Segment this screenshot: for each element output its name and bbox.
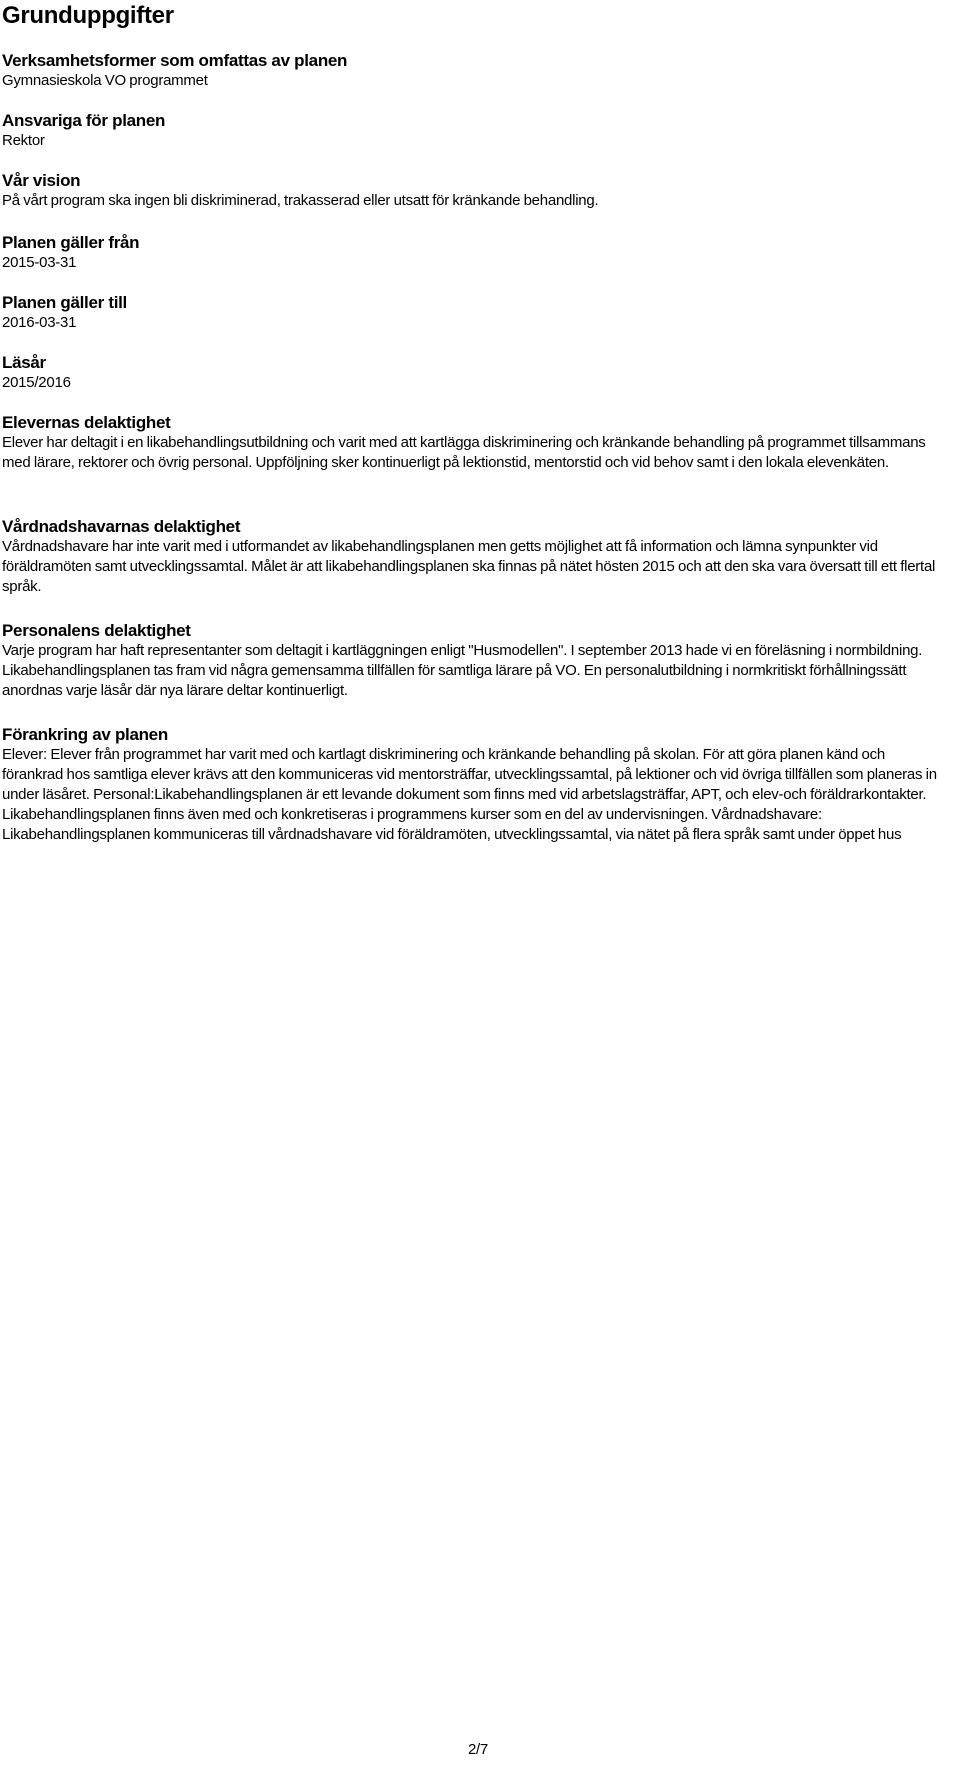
section-heading: Elevernas delaktighet: [2, 413, 171, 432]
section-body: Elever: Elever från programmet har varit med och kartlagt diskriminering och kränkande behandling på skolan. För att göra planen känd och förankrad hos samtliga elever krävs att den kommuniceras vid mentorsträffar, utvecklingssamtal, på lektioner och vid övriga tillfällen som planeras in under läsåret. Personal:Likabehandlingsplanen är ett levande dokument som finns med vid arbetslagsträffar, APT, och elev-och föräldrarkontakter. Likabehandlingsplanen finns även med och konkretiseras i programmens kurser som en del av undervisningen. Vårdnadshavare: Likabehandlingsplanen kommuniceras till vårdnadshavare vid föräldramöten, utvecklingssamtal, via nätet på flera språk samt under öppet hus: [2, 746, 937, 843]
section-body: Rektor: [2, 132, 45, 149]
section-ansvariga: [2, 111, 165, 151]
section-planen-galler-till: [2, 293, 127, 333]
section-heading: Planen gäller till: [2, 293, 127, 312]
section-heading: Vår vision: [2, 171, 81, 190]
section-var-vision: [2, 171, 598, 211]
section-forankring-av-planen: [2, 725, 947, 845]
section-personalens-delaktighet: [2, 621, 947, 701]
section-verksamhetsformer: [2, 51, 347, 91]
section-vardnadshavarnas-delaktighet: [2, 517, 947, 597]
document-title: Grunduppgifter: [2, 2, 174, 29]
section-heading: Planen gäller från: [2, 233, 140, 252]
page-number: 2/7: [468, 1741, 488, 1758]
section-heading: Ansvariga för planen: [2, 111, 166, 130]
section-heading: Vårdnadshavarnas delaktighet: [2, 517, 241, 536]
section-heading: Verksamhetsformer som omfattas av planen: [2, 51, 348, 70]
section-body: 2015/2016: [2, 374, 71, 391]
section-body: Vårdnadshavare har inte varit med i utformandet av likabehandlingsplanen men getts möjlighet att få information och lämna synpunkter vid föräldramöten samt utvecklingssamtal. Målet är att likabehandlingsplanen ska finnas på nätet hösten 2015 och att den ska vara översatt till ett flertal språk.: [2, 538, 936, 595]
section-body: 2015-03-31: [2, 254, 77, 271]
section-heading: Läsår: [2, 353, 46, 372]
section-lasar: [2, 353, 71, 393]
section-body: På vårt program ska ingen bli diskriminerad, trakasserad eller utsatt för kränkande behandling.: [2, 192, 599, 209]
section-heading: Förankring av planen: [2, 725, 168, 744]
section-body: Gymnasieskola VO programmet: [2, 72, 208, 89]
section-body: Varje program har haft representanter som deltagit i kartläggningen enligt "Husmodellen". I september 2013 hade vi en föreläsning i normbildning. Likabehandlingsplanen tas fram vid några gemensamma tillfällen för samtliga lärare på VO. En personalutbildning i normkritiskt förhållningssätt anordnas varje läsår där nya lärare deltar kontinuerligt.: [2, 642, 923, 699]
section-elevernas-delaktighet: [2, 413, 947, 473]
section-body: Elever har deltagit i en likabehandlingsutbildning och varit med att kartlägga diskriminering och kränkande behandling på programmet tillsammans med lärare, rektorer och övrig personal. Uppföljning sker kontinuerligt på lektionstid, mentorstid och vid behov samt i den lokala elevenkäten.: [2, 434, 926, 471]
section-planen-galler-fran: [2, 233, 139, 273]
section-body: 2016-03-31: [2, 314, 77, 331]
section-heading: Personalens delaktighet: [2, 621, 191, 640]
